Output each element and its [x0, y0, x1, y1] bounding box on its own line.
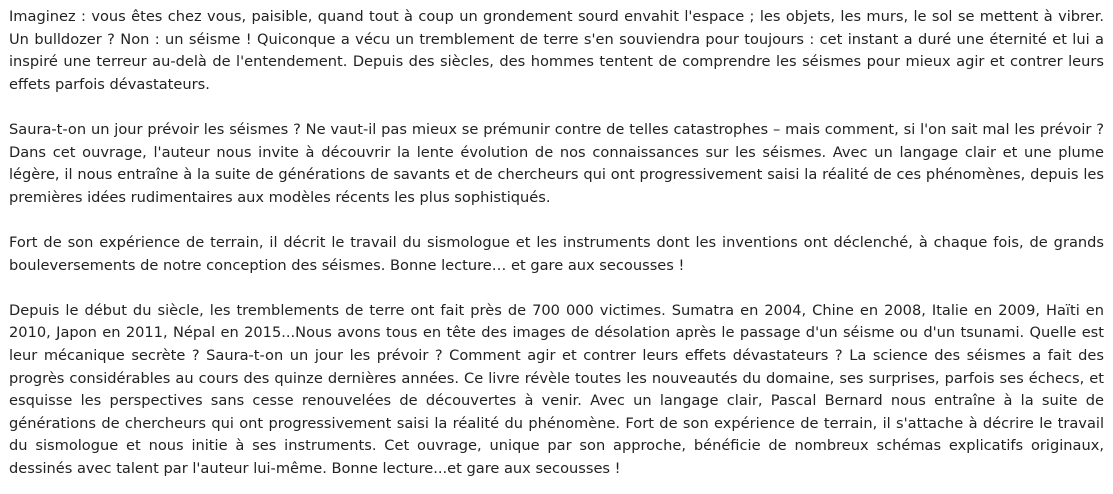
- paragraph-prevision: Saura-t-on un jour prévoir les séismes ? Ne vaut-il pas mieux se prémunir contre de telles catastrophes – mais comment, si l'on sait mal les prévoir ? Dans cet ouvrage, l'auteur nous invite à découvrir la lente évolution de nos connaissances sur les séismes. Avec un langage clair et une plume légère, il nous entraîne à la suite de générations de savants et de chercheurs qui ont progressivement saisi la réalité de ces phénomènes, depuis les premières idées rudimentaires aux modèles récents les plus sophistiqués.: [9, 120, 1104, 206]
- paragraph-intro: Imaginez : vous êtes chez vous, paisible, quand tout à coup un grondement sourd envahit l'espace ; les objets, les murs, le sol se mettent à vibrer. Un bulldozer ? Non : un séisme ! Quiconque a vécu un tremblement de terre s'en souviendra pour toujours : cet instant a duré une éternité et lui a inspiré une terreur au-delà de l'entendement. Depuis des siècles, des hommes tentent de comprendre les séismes pour mieux agir et contrer leurs effets parfois dévastateurs.: [9, 8, 1104, 93]
- paragraph-terrain: Fort de son expérience de terrain, il décrit le travail du sismologue et les instruments dont les inventions ont déclenché, à chaque fois, de grands bouleversements de notre conception des séismes. Bonne lecture… et gare aux secousses !: [9, 233, 1104, 274]
- paragraph-summary: Depuis le début du siècle, les tremblements de terre ont fait près de 700 000 victimes. Sumatra en 2004, Chine en 2008, Italie en 2009, Haïti en 2010, Japon en 2011, Népal en 2015...Nous avons tous en tête des images de désolation après le passage d'un séisme ou d'un tsunami. Quelle est leur mécanique secrète ? Saura-t-on un jour les prévoir ? Comment agir et contrer leurs effets dévastateurs ? La science des séismes a fait des progrès considérables au cours des quinze dernières années. Ce livre révèle toutes les nouveautés du domaine, ses surprises, parfois ses échecs, et esquisse les perspectives sans cesse renouvelées de découvertes à venir. Avec un langage clair, Pascal Bernard nous entraîne à la suite de générations de chercheurs qui ont progressivement saisi la réalité du phénomène. Fort de son expérience de terrain, il s'attache à décrire le travail du sismologue et nous initie à ses instruments. Cet ouvrage, unique par son approche, bénéficie de nombreux schémas explicatifs originaux, dessinés avec talent par l'auteur lui-même. Bonne lecture...et gare aux secousses !: [9, 301, 1104, 477]
